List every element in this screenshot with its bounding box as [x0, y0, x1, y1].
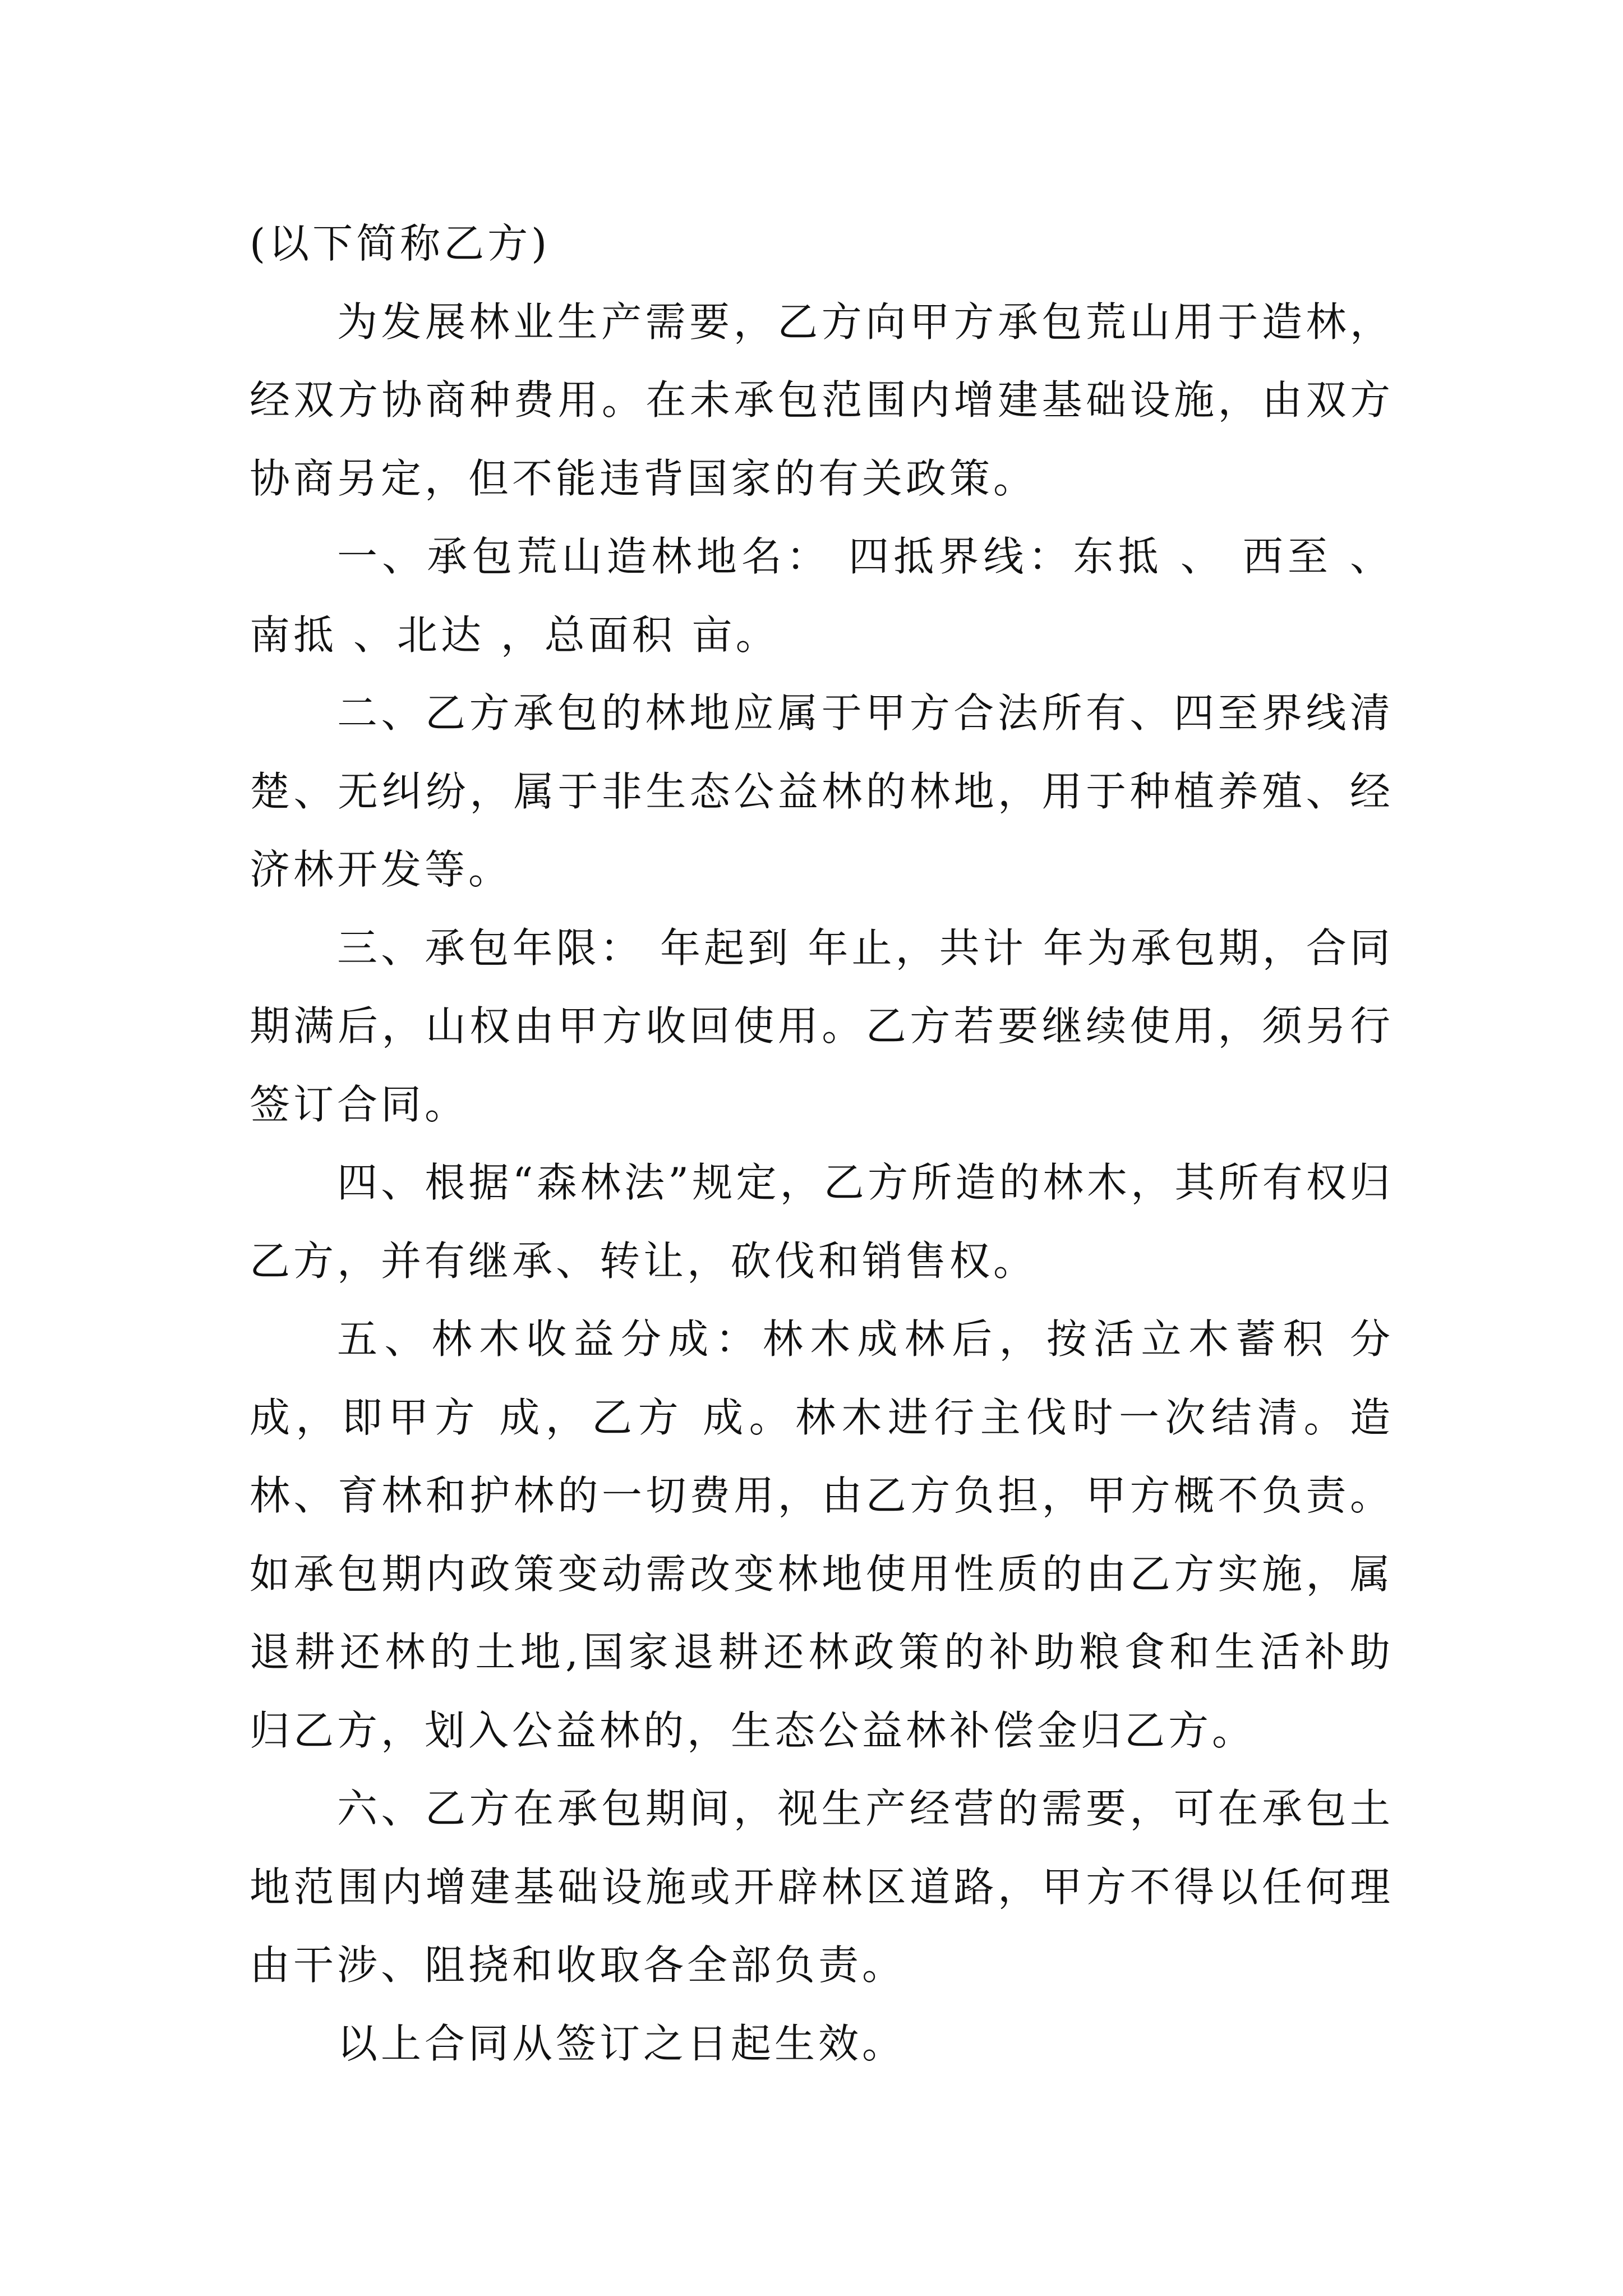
paragraph-clause-6: 六、乙方在承包期间，视生产经营的需要，可在承包土地范围内增建基础设施或开辟林区道路，甲方不得以任何理由干涉、阻挠和收取各全部负责。	[250, 1785, 1394, 1989]
paragraph-clause-5: 五、林木收益分成：林木成林后，按活立木蓄积 分成，即甲方 成，乙方 成。林木进行主伐时一次结清。造林、育林和护林的一切费用，由乙方负担，甲方概不负责。如承包期内政策变动需改变林地使用性质的由乙方实施，属退耕还林的土地,国家退耕还林政策的补助粮食和生活补助归乙方，划入公益林的，生态公益林补偿金归乙方。	[250, 1315, 1394, 1754]
paragraph-clause-3: 三、承包年限： 年起到 年止，共计 年为承包期，合同期满后，山权由甲方收回使用。乙方若要继续使用，须另行签订合同。	[250, 924, 1394, 1128]
paragraph-clause-4: 四、根据“森林法”规定，乙方所造的林木，其所有权归乙方，并有继承、转让，砍伐和销售权。	[250, 1159, 1394, 1285]
paragraph-effective: 以上合同从签订之日起生效。	[337, 2019, 906, 2067]
paragraph-clause-2: 二、乙方承包的林地应属于甲方合法所有、四至界线清楚、无纠纷，属于非生态公益林的林地，用于种植养殖、经济林开发等。	[250, 689, 1394, 893]
paragraph-preamble: 为发展林业生产需要，乙方向甲方承包荒山用于造林，经双方协商种费用。在未承包范围内增建基础设施，由双方协商另定，但不能违背国家的有关政策。	[250, 298, 1394, 502]
contract-body	[250, 205, 1394, 2083]
paragraph-party-b-note: (以下简称乙方)	[250, 220, 551, 267]
paragraph-clause-1: 一、承包荒山造林地名： 四抵界线：东抵 、 西至 、南抵 、北达 ，总面积 亩。	[250, 533, 1394, 659]
